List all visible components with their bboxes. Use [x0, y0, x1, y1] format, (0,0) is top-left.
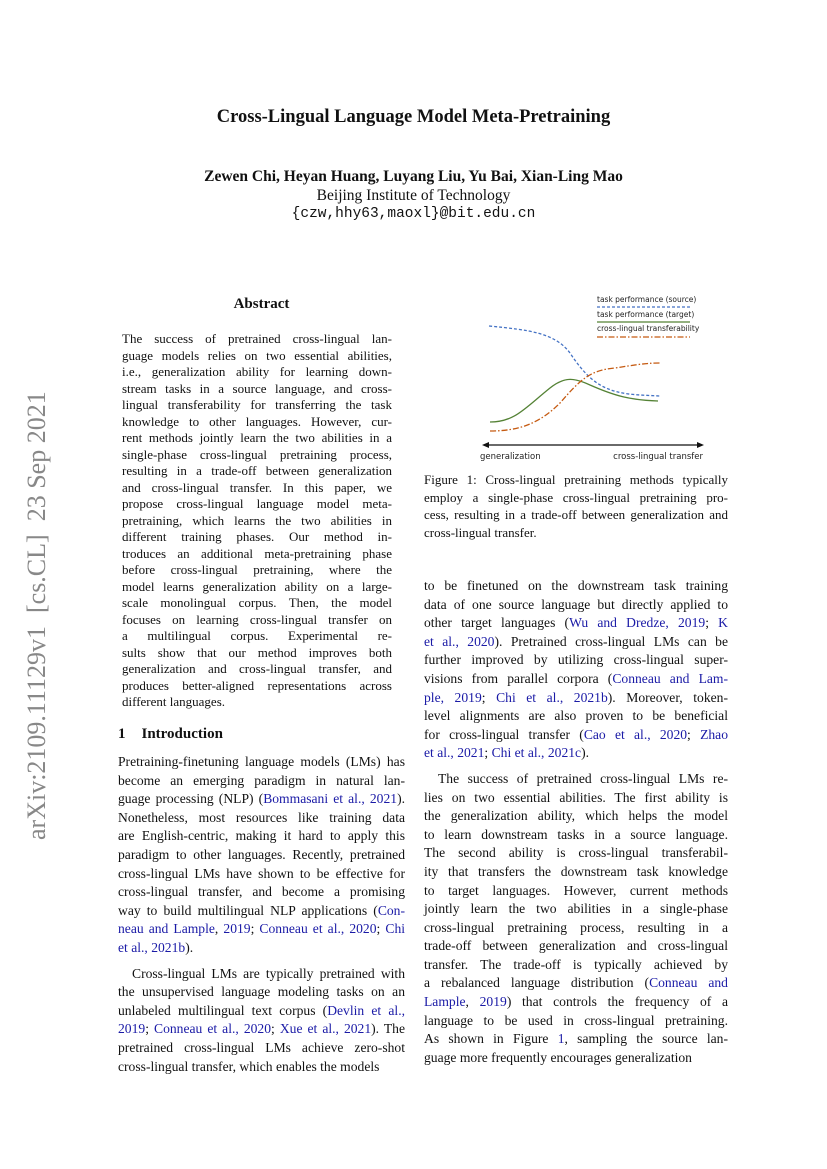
arxiv-stamp: arXiv:2109.11129v1 [cs.CL] 23 Sep 2021 [22, 391, 51, 840]
abstract-line: single-phase cross-lingual pretraining process, [122, 446, 392, 462]
citation-link[interactable]: 2019 [118, 1021, 146, 1037]
text: transfer. The trade-off is typically achieved by [424, 956, 728, 972]
text-line [424, 744, 728, 763]
axis-left-label: generalization [480, 452, 541, 462]
text: , [465, 994, 480, 1010]
abstract-line: i.e., generalization ability for learning down- [122, 364, 392, 379]
citation-link[interactable]: et al., 2021b [118, 939, 186, 955]
text: for cross-lingual transfer ( [424, 726, 584, 742]
text: unlabeled multilingual text corpus ( [118, 1002, 328, 1018]
text-line [118, 1039, 405, 1058]
authors: Zewen Chi, Heyan Huang, Luyang Liu, Yu Bai, Xian-Ling Mao [204, 168, 623, 185]
abstract-line: knowledge to other languages. However, cur- [122, 413, 392, 429]
text-line [424, 596, 728, 615]
text-line [118, 920, 405, 939]
text: As shown in Figure [424, 1031, 558, 1047]
text: to be finetuned on the downstream task training [424, 578, 728, 593]
text: The success of pretrained cross-lingual LMs re- [438, 770, 728, 786]
text-line [424, 1012, 728, 1031]
text-line [424, 1030, 728, 1049]
citation-link[interactable]: neau and Lample [118, 921, 215, 937]
text-line [424, 726, 728, 745]
citation-link[interactable]: Lample [424, 994, 466, 1010]
target-curve [490, 379, 658, 422]
text-line [424, 707, 728, 726]
abstract-line: different training phases. Our method in- [122, 529, 392, 544]
text: cross-lingual transfer, which enables the models [118, 1058, 380, 1074]
legend-target: task performance (target) [597, 310, 695, 319]
citation-link[interactable]: K [718, 615, 728, 631]
caption-line: cess, resulting in a trade-off between generalization and [424, 507, 728, 523]
text: , [214, 921, 224, 937]
abstract-line: rent methods jointly learn the two abilities in a [122, 430, 392, 445]
text-line [424, 689, 728, 708]
paragraph [424, 577, 728, 763]
text: are English-centric, making it hard to apply this [118, 828, 405, 844]
figure-caption [424, 471, 728, 541]
text-line [424, 1049, 728, 1068]
text-line [118, 1002, 405, 1021]
abstract-line: model learns generalization ability on a large- [122, 578, 392, 594]
email: {czw,hhy63,maoxl}@bit.edu.cn [291, 206, 536, 222]
text: guage processing (NLP) ( [118, 791, 264, 807]
abstract-line: The success of pretrained cross-lingual lan- [122, 331, 392, 346]
text-line [118, 1020, 405, 1039]
transfer-curve [490, 363, 660, 431]
abstract-heading: Abstract [233, 296, 290, 312]
text-line [118, 983, 405, 1002]
right-column-text [424, 577, 728, 1074]
abstract-line: focuses on learning cross-lingual transfer on [122, 611, 392, 627]
text: Nonetheless, most resources like training data [118, 809, 405, 825]
figure-1 [440, 288, 730, 463]
text: cross-lingual LMs have shown to be effective for [118, 865, 405, 881]
citation-link[interactable]: Chi et al., 2021b [496, 689, 608, 705]
text-line [118, 965, 405, 984]
text: data of one source language but directly applied to [424, 596, 728, 612]
citation-link[interactable]: Conneau et al., 2020 [259, 921, 377, 937]
citation-link[interactable]: 1 [557, 1031, 565, 1047]
text: Cross-lingual LMs are typically pretrained with [132, 965, 405, 981]
text: further improved by utilizing cross-lingual super- [424, 652, 728, 668]
text: ). [581, 745, 590, 761]
abstract-line: guage models relies on two essential abilities, [122, 347, 392, 363]
abstract-line: different languages. [122, 694, 225, 709]
text: Pretraining-finetuning language models (LMs) has [118, 754, 405, 769]
abstract-line: propose cross-lingual language model meta- [122, 496, 392, 511]
text: ; [376, 921, 386, 937]
text-line [118, 939, 405, 958]
caption-line: cross-lingual transfer. [424, 524, 537, 540]
abstract-line: sults show that our method improves both [122, 644, 392, 660]
text-line [118, 790, 405, 809]
section-number: 1 [118, 726, 126, 742]
text: trade-off between generalization and cross-lingual [424, 938, 728, 954]
text: ) that controls the frequency of a [506, 994, 728, 1010]
abstract-line: generalization and cross-lingual transfer, and [122, 661, 392, 676]
text: ; [481, 689, 497, 705]
left-column-text [118, 753, 405, 1083]
caption-line: employ a single-phase cross-lingual pretraining pro- [424, 489, 728, 505]
paper-title: Cross-Lingual Language Model Meta-Pretraining [216, 107, 611, 127]
abstract-line: a multilingual corpus. Experimental re- [122, 628, 392, 643]
text-line [424, 807, 728, 826]
text-line [118, 827, 405, 846]
text-line [424, 577, 728, 596]
text: ). Pretrained cross-lingual LMs can be [494, 633, 728, 649]
abstract-line: stream tasks in a source language, and cross- [122, 380, 392, 396]
text-line [118, 902, 405, 921]
text: a rebalanced language distribution ( [424, 975, 650, 991]
abstract-line: pretraining, which learns the two abilities in [122, 512, 392, 528]
text-line [424, 844, 728, 863]
text: ; [687, 726, 701, 742]
affiliation: Beijing Institute of Technology [316, 187, 511, 204]
abstract-line: before cross-lingual pretraining, where the [122, 562, 392, 577]
paragraph [424, 770, 728, 1068]
text-line [424, 937, 728, 956]
section-title: Introduction [141, 726, 223, 742]
citation-link[interactable]: Cao et al., 2020 [583, 726, 688, 742]
abstract-line: troduces an additional meta-pretraining phase [122, 545, 392, 561]
text: become an emerging paradigm in natural lan- [118, 772, 405, 788]
citation-link[interactable]: Xue et al., 2021 [279, 1021, 372, 1037]
abstract-line: produces better-aligned representations across [122, 677, 392, 693]
citation-link[interactable]: Conneau and [649, 975, 728, 991]
text-line [118, 865, 405, 884]
text: paradigm to other languages. Recently, pretrained [118, 846, 405, 862]
citation-link[interactable]: 2019 [479, 994, 507, 1010]
paragraph [118, 965, 405, 1077]
text-line [424, 770, 728, 789]
citation-link[interactable]: Chi et al., 2021c [491, 745, 582, 761]
text: pretrained cross-lingual LMs achieve zero-shot [118, 1039, 405, 1055]
citation-link[interactable]: Zhao [700, 726, 728, 742]
legend-transfer: cross-lingual transferability [597, 324, 700, 333]
text-line [424, 789, 728, 808]
text: jointly learn the two abilities in a single-phase [424, 901, 728, 917]
text-line [424, 882, 728, 901]
text-line [118, 1058, 405, 1077]
text: ). [185, 939, 194, 955]
text-line [424, 614, 728, 633]
legend-source: task performance (source) [597, 295, 697, 304]
text-line [424, 956, 728, 975]
text: The second ability is cross-lingual transferabil- [424, 845, 728, 861]
text: to learn downstream tasks in a source language. [424, 826, 728, 842]
text-line [424, 993, 728, 1012]
abstract-line: resulting in a trade-off between generalization [122, 463, 392, 478]
text: , sampling the source lan- [564, 1031, 728, 1047]
text: ; [271, 1021, 280, 1037]
text: way to build multilingual NLP applications ( [118, 902, 378, 918]
text: to target languages. However, current methods [424, 882, 728, 898]
text: lies on two essential abilities. The first ability is [424, 789, 728, 805]
text-line [424, 900, 728, 919]
citation-link[interactable]: 2019 [223, 921, 251, 937]
text: cross-lingual transfer, and become a promising [118, 884, 405, 900]
text: the unsupervised language modeling tasks on an [118, 984, 405, 1000]
text: ). [397, 791, 405, 807]
abstract-line: scale monolingual corpus. Then, the model [122, 595, 392, 610]
text-line [118, 883, 405, 902]
text-line [118, 753, 405, 772]
text: guage more frequently encourages generalization [424, 1049, 692, 1065]
text: other target languages ( [424, 615, 570, 631]
text-line [118, 772, 405, 791]
abstract-line: lingual transferability for transferring the task [122, 397, 392, 412]
text: cross-lingual pretraining process, resulting in a [424, 919, 728, 935]
text: ; [145, 1021, 154, 1037]
citation-link[interactable]: et al., 2020 [424, 633, 495, 649]
text-line [424, 651, 728, 670]
citation-link[interactable]: Conneau and Lam- [612, 670, 729, 686]
text: ; [705, 615, 719, 631]
citation-link[interactable]: ple, 2019 [424, 689, 482, 705]
text-line [424, 633, 728, 652]
citation-link[interactable]: et al., 2021 [424, 745, 485, 761]
axis-right-label: cross-lingual transfer [613, 452, 703, 462]
section-heading [118, 726, 239, 743]
citation-link[interactable]: Chi [385, 921, 406, 937]
text-line [424, 974, 728, 993]
citation-link[interactable]: Con- [377, 902, 405, 918]
citation-link[interactable]: Devlin et al., [327, 1002, 405, 1018]
text: level alignments are also proven to be beneficial [424, 708, 728, 724]
text: visions from parallel corpora ( [424, 670, 613, 686]
citation-link[interactable]: Bommasani et al., 2021 [263, 791, 398, 807]
citation-link[interactable]: Wu and Dredze, 2019 [569, 615, 706, 631]
text: language to be used in cross-lingual pretraining. [424, 1012, 728, 1028]
text: ). Moreover, token- [607, 689, 728, 705]
text: ; [250, 921, 260, 937]
abstract-line: and cross-lingual transfer. In this paper, we [122, 479, 392, 495]
text: ity that transfers the downstream task knowledge [424, 863, 728, 879]
text-line [118, 846, 405, 865]
text-line [424, 919, 728, 938]
text: ). The [371, 1021, 405, 1037]
caption-line: Figure 1: Cross-lingual pretraining methods typically [424, 472, 728, 487]
text-line [424, 670, 728, 689]
paragraph [118, 753, 405, 958]
abstract-body [122, 331, 392, 711]
text: ; [484, 745, 492, 761]
text-line [424, 863, 728, 882]
text-line [424, 826, 728, 845]
text-line [118, 809, 405, 828]
citation-link[interactable]: Conneau et al., 2020 [154, 1021, 272, 1037]
text: the generalization ability, which helps the model [424, 808, 728, 824]
